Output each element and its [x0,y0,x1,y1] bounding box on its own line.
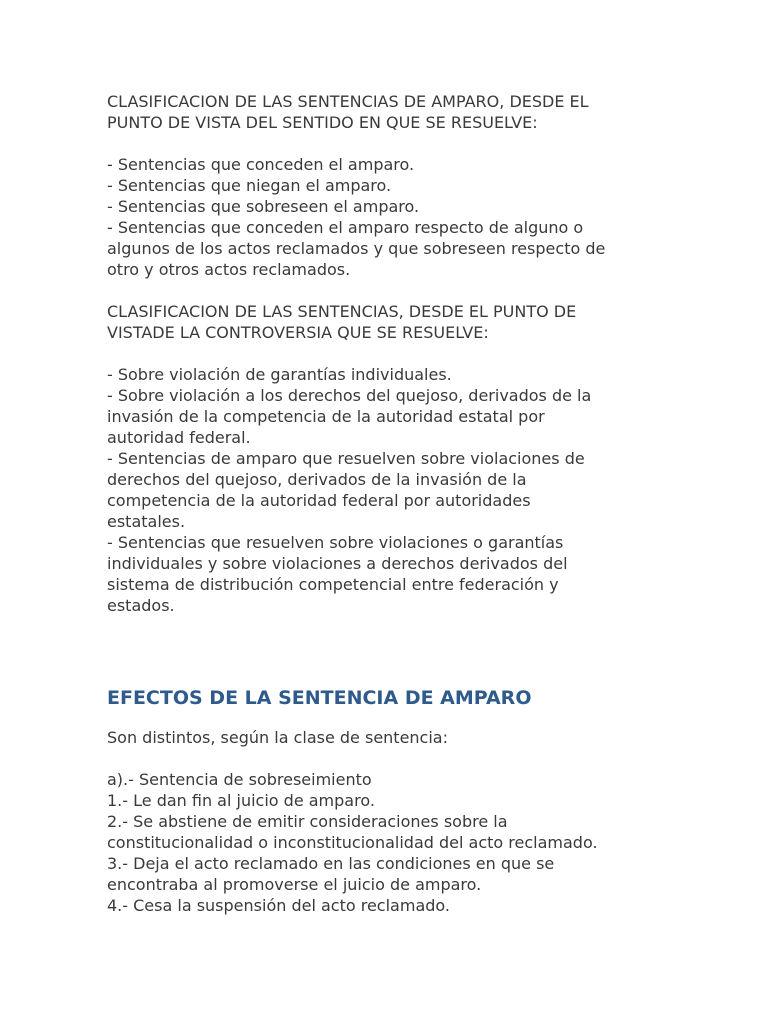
section-2-list-line: - Sobre violación de garantías individuales. [107,365,452,384]
section-3-list-line: 4.- Cesa la suspensión del acto reclamado. [107,896,450,915]
section-2-title [107,301,708,343]
section-2-title-line: VISTADE LA CONTROVERSIA QUE SE RESUELVE: [107,323,489,342]
section-3-list-line: a).- Sentencia de sobreseimiento [107,770,372,789]
section-3-intro [107,727,708,748]
section-2-list-line: individuales y sobre violaciones a derechos derivados del [107,554,568,573]
section-3-intro-line: Son distintos, según la clase de sentencia: [107,728,448,747]
section-3-list-line: 1.- Le dan fin al juicio de amparo. [107,791,375,810]
section-1-list-line: otro y otros actos reclamados. [107,260,351,279]
section-1-list-line: - Sentencias que sobreseen el amparo. [107,197,420,216]
section-2-list-line: derechos del quejoso, derivados de la invasión de la [107,470,527,489]
section-1-list-line: - Sentencias que niegan el amparo. [107,176,392,195]
section-2-list-line: - Sentencias de amparo que resuelven sobre violaciones de [107,449,585,468]
section-1-title-line: PUNTO DE VISTA DEL SENTIDO EN QUE SE RESUELVE: [107,113,538,132]
section-3-list-line: encontraba al promoverse el juicio de amparo. [107,875,482,894]
section-2-list-line: - Sentencias que resuelven sobre violaciones o garantías [107,533,564,552]
section-1-list [107,154,708,280]
section-1-title-line: CLASIFICACION DE LAS SENTENCIAS DE AMPARO, DESDE EL [107,92,589,111]
section-2-list-line: competencia de la autoridad federal por autoridades [107,491,531,510]
section-1-list-line: - Sentencias que conceden el amparo. [107,155,415,174]
section-2-list-line: - Sobre violación a los derechos del quejoso, derivados de la [107,386,592,405]
section-3-heading: EFECTOS DE LA SENTENCIA DE AMPARO [107,687,532,709]
section-1-list-line: algunos de los actos reclamados y que sobreseen respecto de [107,239,606,258]
section-3-list-line: 3.- Deja el acto reclamado en las condiciones en que se [107,854,555,873]
section-2-list-line: invasión de la competencia de la autoridad estatal por [107,407,545,426]
section-2-list-line: estados. [107,596,175,615]
section-1-list-line: - Sentencias que conceden el amparo respecto de alguno o [107,218,584,237]
section-3-list-line: constitucionalidad o inconstitucionalidad del acto reclamado. [107,833,598,852]
section-2-list [107,364,708,616]
section-2-list-line: sistema de distribución competencial entre federación y [107,575,559,594]
section-3-list [107,769,708,916]
section-2-list-line: autoridad federal. [107,428,251,447]
section-2-title-line: CLASIFICACION DE LAS SENTENCIAS, DESDE EL PUNTO DE [107,302,577,321]
section-2-list-line: estatales. [107,512,186,531]
section-1-title [107,91,708,133]
section-3-list-line: 2.- Se abstiene de emitir consideraciones sobre la [107,812,508,831]
